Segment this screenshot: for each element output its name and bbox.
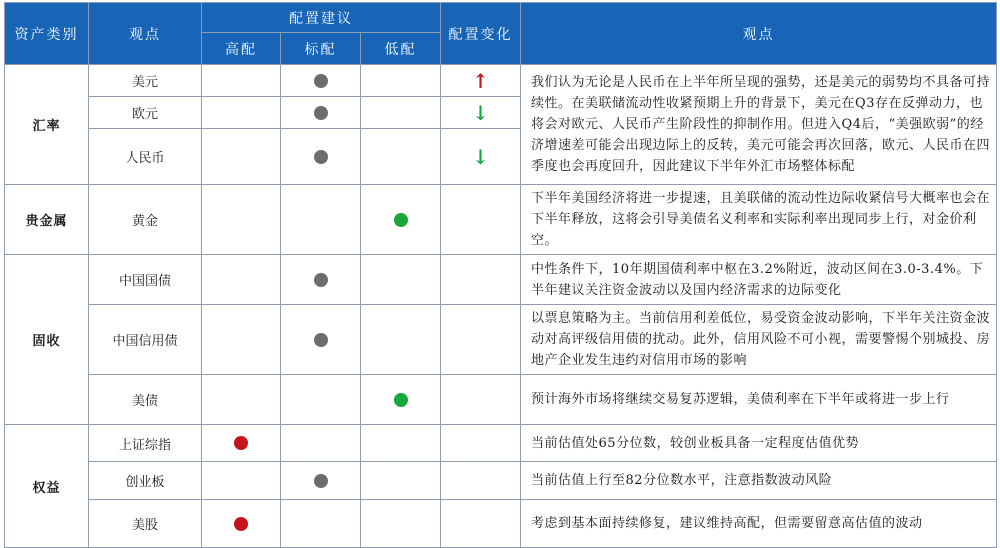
item-label: 美债 bbox=[89, 375, 202, 425]
cgb-opinion: 中性条件下，10年期国债利率中枢在3.2%附近，波动区间在3.0-3.4%。下半年建议关注资金波动以及国内经济需求的边际变化 bbox=[521, 255, 997, 305]
table-row bbox=[5, 425, 997, 462]
credit-opinion: 以票息策略为主。当前信用利差低位，易受资金波动影响，下半年关注资金波动对高评级信用债的扰动。此外，信用风险不可小视，需要警惕个别城投、房地产企业发生违约对信用市场的影响 bbox=[521, 305, 997, 375]
overweight-dot-icon bbox=[234, 517, 248, 531]
table-row bbox=[5, 65, 997, 97]
neutral-dot-icon bbox=[314, 333, 328, 347]
neutral-dot-icon bbox=[314, 74, 328, 88]
item-label: 中国信用债 bbox=[89, 305, 202, 375]
category-equity: 权益 bbox=[5, 425, 89, 548]
underweight-dot-icon bbox=[394, 393, 408, 407]
fx-opinion: 我们认为无论是人民币在上半年所呈现的强势，还是美元的弱势均不具备可持续性。在美联储流动性收紧预期上升的背景下，美元在Q3存在反弹动力，也将会对欧元、人民币产生阶段性的抑制作用。但进入Q4后，“美强欧弱”的经济增速差可能会出现边际上的反转，美元可能会再次回落，欧元、人民币在四季度也会再度回升，因此建议下半年外汇市场整体标配 bbox=[521, 65, 997, 185]
arrow-up-icon: ↑ bbox=[472, 68, 489, 93]
header-neutral: 标配 bbox=[281, 33, 361, 65]
neutral-dot-icon bbox=[314, 150, 328, 164]
header-change: 配置变化 bbox=[441, 3, 521, 65]
item-label: 美股 bbox=[89, 500, 202, 548]
category-fixed-income: 固收 bbox=[5, 255, 89, 425]
header-viewpoint: 观点 bbox=[89, 3, 202, 65]
underweight-dot-icon bbox=[394, 213, 408, 227]
table-row bbox=[5, 185, 997, 255]
neutral-dot-icon bbox=[314, 474, 328, 488]
category-precious-metals: 贵金属 bbox=[5, 185, 89, 255]
table-row bbox=[5, 305, 997, 375]
table-row bbox=[5, 255, 997, 305]
header-allocation: 配置建议 bbox=[202, 3, 441, 33]
header-opinion: 观点 bbox=[521, 3, 997, 65]
header-underweight: 低配 bbox=[361, 33, 441, 65]
neutral-dot-icon bbox=[314, 273, 328, 287]
category-fx: 汇率 bbox=[5, 65, 89, 185]
header-asset-class: 资产类别 bbox=[5, 3, 89, 65]
usstock-opinion: 考虑到基本面持续修复，建议维持高配，但需要留意高估值的波动 bbox=[521, 500, 997, 548]
item-label: 美元 bbox=[89, 65, 202, 97]
item-label: 人民币 bbox=[89, 129, 202, 185]
arrow-down-icon: ↓ bbox=[472, 100, 489, 125]
item-label: 中国国债 bbox=[89, 255, 202, 305]
allocation-table bbox=[4, 2, 997, 548]
table-row bbox=[5, 462, 997, 500]
table-row bbox=[5, 375, 997, 425]
chinext-opinion: 当前估值上行至82分位数水平，注意指数波动风险 bbox=[521, 462, 997, 500]
item-label: 欧元 bbox=[89, 97, 202, 129]
neutral-dot-icon bbox=[314, 106, 328, 120]
gold-opinion: 下半年美国经济将进一步提速，且美联储的流动性边际收紧信号大概率也会在下半年释放，这将会引导美债名义利率和实际利率出现同步上行，对金价利空。 bbox=[521, 185, 997, 255]
item-label: 上证综指 bbox=[89, 425, 202, 462]
item-label: 黄金 bbox=[89, 185, 202, 255]
sse-opinion: 当前估值处65分位数，较创业板具备一定程度估值优势 bbox=[521, 425, 997, 462]
overweight-dot-icon bbox=[234, 436, 248, 450]
header-overweight: 高配 bbox=[202, 33, 281, 65]
table-row bbox=[5, 500, 997, 548]
arrow-down-icon: ↓ bbox=[472, 144, 489, 169]
item-label: 创业板 bbox=[89, 462, 202, 500]
ust-opinion: 预计海外市场将继续交易复苏逻辑，美债利率在下半年或将进一步上行 bbox=[521, 375, 997, 425]
